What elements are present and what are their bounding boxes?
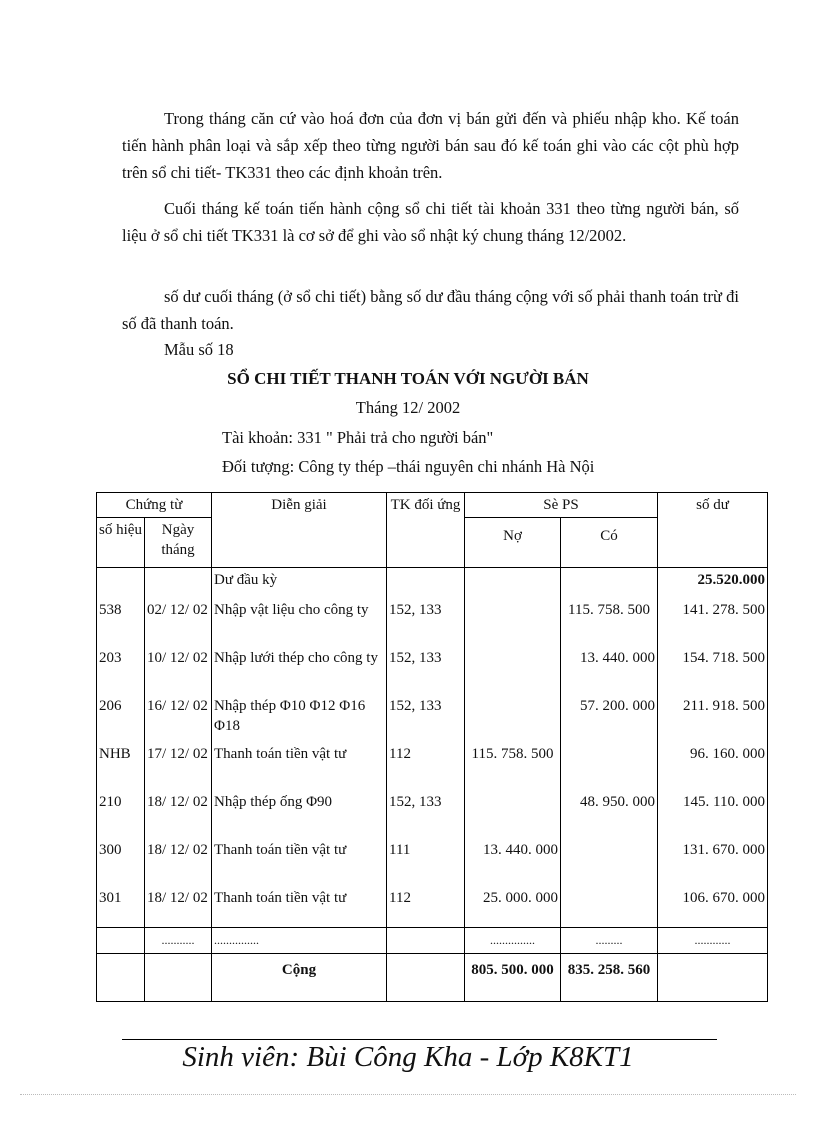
row-balance: 211. 918. 500 xyxy=(658,694,768,742)
row-debit xyxy=(465,790,561,838)
header-voucher-date: Ngày tháng xyxy=(145,518,212,568)
row-credit: 48. 950. 000 xyxy=(561,790,658,838)
ledger-title: SỔ CHI TIẾT THANH TOÁN VỚI NGƯỜI BÁN xyxy=(227,369,589,388)
row-description: Nhập thép Φ10 Φ12 Φ16 Φ18 xyxy=(212,694,387,742)
footer-rule xyxy=(122,1039,717,1040)
paragraph-2: Cuối tháng kế toán tiến hành cộng sổ chi tiết tài khoản 331 theo từng người bán, số liệu ở sổ chi tiết TK331 là cơ sở để ghi vào sổ nhật ký chung tháng 12/2002. xyxy=(122,199,739,245)
table-row xyxy=(97,838,768,886)
row-description: Nhập vật liệu cho công ty xyxy=(212,598,387,646)
row-no: NHB xyxy=(97,742,145,790)
table-row xyxy=(97,694,768,742)
row-credit xyxy=(561,742,658,790)
table-row xyxy=(97,742,768,790)
row-contra: 111 xyxy=(387,838,465,886)
header-voucher-no: số hiệu xyxy=(97,518,145,568)
row-contra: 152, 133 xyxy=(387,646,465,694)
row-no: 538 xyxy=(97,598,145,646)
opening-row xyxy=(97,568,768,598)
paragraph-3: số dư cuối tháng (ở sổ chi tiết) bằng số dư đầu tháng cộng với số phải thanh toán trừ đi số đã thanh toán. xyxy=(122,287,739,333)
row-debit: 115. 758. 500 xyxy=(465,742,561,790)
row-date: 18/ 12/ 02 xyxy=(145,790,212,838)
opening-balance: 25.520.000 xyxy=(658,568,768,598)
row-no: 301 xyxy=(97,886,145,928)
row-balance: 145. 110. 000 xyxy=(658,790,768,838)
row-debit xyxy=(465,598,561,646)
row-date: 16/ 12/ 02 xyxy=(145,694,212,742)
ledger-table xyxy=(96,492,768,1002)
row-contra: 152, 133 xyxy=(387,790,465,838)
dots-balance: ............ xyxy=(658,928,768,954)
row-date: 02/ 12/ 02 xyxy=(145,598,212,646)
header-voucher: Chứng từ xyxy=(97,493,212,518)
row-debit: 25. 000. 000 xyxy=(465,886,561,928)
ledger-object: Đối tượng: Công ty thép –thái nguyên chi nhánh Hà Nội xyxy=(222,457,595,476)
header-balance: số dư xyxy=(658,493,768,568)
row-credit: 115. 758. 500 xyxy=(561,598,658,646)
ledger-month: Tháng 12/ 2002 xyxy=(355,398,461,417)
row-date: 10/ 12/ 02 xyxy=(145,646,212,694)
row-contra: 152, 133 xyxy=(387,598,465,646)
row-no: 300 xyxy=(97,838,145,886)
row-contra: 112 xyxy=(387,886,465,928)
row-balance: 154. 718. 500 xyxy=(658,646,768,694)
row-date: 18/ 12/ 02 xyxy=(145,838,212,886)
header-description: Diễn giải xyxy=(212,493,387,568)
row-credit xyxy=(561,838,658,886)
row-no: 210 xyxy=(97,790,145,838)
row-debit xyxy=(465,646,561,694)
dots-row xyxy=(97,928,768,954)
table-row xyxy=(97,598,768,646)
row-description: Thanh toán tiền vật tư xyxy=(212,886,387,928)
row-balance: 141. 278. 500 xyxy=(658,598,768,646)
header-credit: Có xyxy=(561,518,658,568)
table-row xyxy=(97,646,768,694)
total-debit: 805. 500. 000 xyxy=(465,954,561,1002)
row-no: 203 xyxy=(97,646,145,694)
row-contra: 152, 133 xyxy=(387,694,465,742)
header-row-1 xyxy=(97,493,768,518)
row-contra: 112 xyxy=(387,742,465,790)
row-description: Nhập thép ống Φ90 xyxy=(212,790,387,838)
page-bottom-rule xyxy=(20,1094,796,1095)
row-description: Thanh toán tiền vật tư xyxy=(212,742,387,790)
row-credit: 57. 200. 000 xyxy=(561,694,658,742)
row-date: 17/ 12/ 02 xyxy=(145,742,212,790)
header-contra: TK đối ứng xyxy=(387,493,465,568)
row-debit xyxy=(465,694,561,742)
ledger-account: Tài khoản: 331 " Phải trả cho người bán" xyxy=(222,428,494,447)
row-date: 18/ 12/ 02 xyxy=(145,886,212,928)
table-row xyxy=(97,886,768,928)
row-debit: 13. 440. 000 xyxy=(465,838,561,886)
row-credit: 13. 440. 000 xyxy=(561,646,658,694)
row-credit xyxy=(561,886,658,928)
row-balance: 96. 160. 000 xyxy=(658,742,768,790)
dots-debit: ............... xyxy=(465,928,561,954)
dots-description: ............... xyxy=(212,928,387,954)
row-balance: 106. 670. 000 xyxy=(658,886,768,928)
table-row xyxy=(97,790,768,838)
row-description: Nhập lưới thép cho công ty xyxy=(212,646,387,694)
footer-author: Sinh viên: Bùi Công Kha - Lớp K8KT1 xyxy=(182,1041,634,1073)
dots-credit: ......... xyxy=(561,928,658,954)
row-balance: 131. 670. 000 xyxy=(658,838,768,886)
header-ps: Sè PS xyxy=(465,493,658,518)
row-description: Thanh toán tiền vật tư xyxy=(212,838,387,886)
opening-description: Dư đầu kỳ xyxy=(212,568,387,598)
row-no: 206 xyxy=(97,694,145,742)
total-row xyxy=(97,954,768,1002)
dots-date: ........... xyxy=(145,928,212,954)
header-debit: Nợ xyxy=(465,518,561,568)
total-label: Cộng xyxy=(212,954,387,1002)
total-credit: 835. 258. 560 xyxy=(561,954,658,1002)
form-number: Mẫu số 18 xyxy=(164,340,234,359)
paragraph-1: Trong tháng căn cứ vào hoá đơn của đơn vị bán gửi đến và phiếu nhập kho. Kế toán tiến hành phân loại và sắp xếp theo từng người bán sau đó kế toán ghi vào các cột phù hợp trên sổ chi tiết- TK331 theo các định khoản trên. xyxy=(122,109,739,182)
